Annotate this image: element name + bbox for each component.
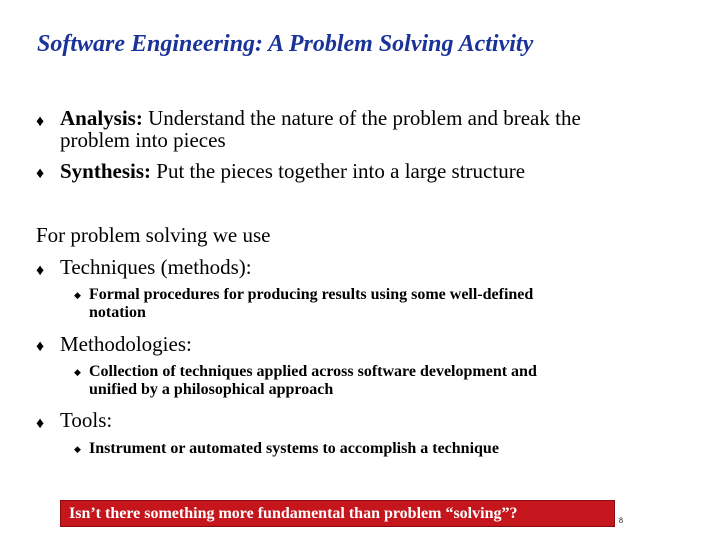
bullet-diamond-icon: ♦: [36, 338, 45, 355]
bullet-synthesis-text: Put the pieces together into a large structure: [151, 159, 526, 183]
item-methodologies-label: Methodologies:: [60, 332, 192, 356]
bullet-diamond-icon: ♦: [36, 415, 45, 432]
sub-bullet-diamond-icon: ◆: [74, 290, 81, 300]
sub-bullet-diamond-icon: ◆: [74, 444, 81, 454]
page-number: 8: [619, 516, 623, 525]
callout-box: [60, 500, 615, 527]
bullet-synthesis-term: Synthesis:: [60, 159, 152, 183]
item-techniques-detail: Formal procedures for producing results using some well-defined: [89, 286, 534, 303]
item-methodologies-detail: Collection of techniques applied across software development and: [89, 363, 537, 380]
intro-text: For problem solving we use: [36, 223, 271, 247]
slide-title: Software Engineering: A Problem Solving Activity: [37, 31, 534, 57]
item-tools-label: Tools:: [60, 408, 113, 432]
item-techniques-label: Techniques (methods):: [60, 255, 252, 279]
bullet-diamond-icon: ♦: [36, 165, 45, 182]
bullet-diamond-icon: ♦: [36, 113, 45, 130]
bullet-analysis-continuation: problem into pieces: [60, 128, 226, 152]
bullet-analysis: [60, 107, 581, 129]
bullet-diamond-icon: ♦: [36, 262, 45, 279]
bullet-analysis-term: Analysis:: [60, 106, 143, 130]
sub-bullet-diamond-icon: ◆: [74, 367, 81, 377]
callout-text: Isn’t there something more fundamental than problem “solving”?: [69, 505, 518, 522]
item-techniques-detail-continuation: notation: [89, 304, 146, 321]
item-methodologies-detail-continuation: unified by a philosophical approach: [89, 381, 334, 398]
bullet-analysis-text: Understand the nature of the problem and break the: [142, 106, 581, 130]
item-tools-detail: Instrument or automated systems to accomplish a technique: [89, 440, 499, 457]
bullet-synthesis: [60, 160, 525, 182]
